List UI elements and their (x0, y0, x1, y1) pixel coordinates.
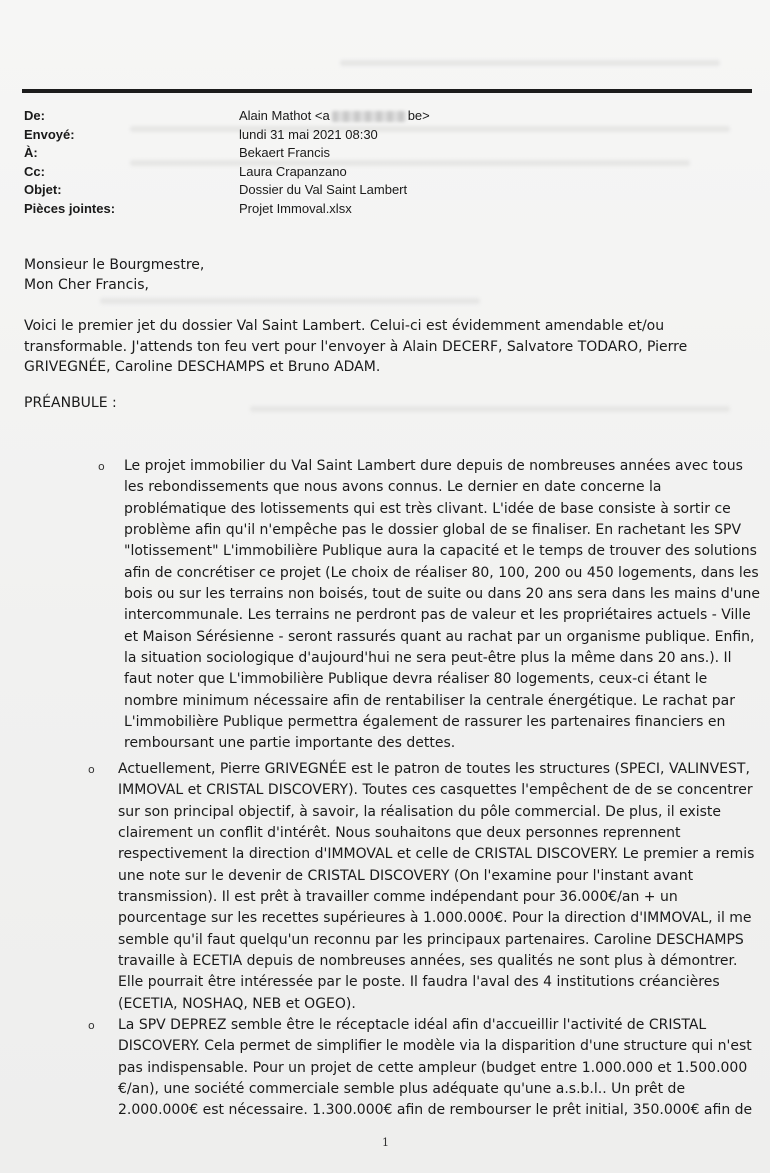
from-email-end: be> (407, 108, 430, 123)
cc-value: Laura Crapanzano (239, 163, 347, 179)
bullet-marker: o (88, 762, 95, 776)
bullet-marker: o (88, 1018, 95, 1032)
email-header (24, 107, 430, 219)
page-number: 1 (382, 1136, 389, 1149)
bleed-through (340, 60, 720, 66)
bullet-marker: o (98, 460, 105, 473)
subject-label: Objet: (24, 182, 62, 198)
bullet-list (88, 456, 760, 1122)
redacted-email (332, 111, 406, 122)
header-cc-row (24, 163, 430, 182)
list-item-text: La SPV DEPREZ semble être le réceptacle idéal afin d'accueillir l'activité de CRISTAL DISCOVERY. Cela permet de simplifier le modèle via la disparition d'une structure qui n'est pas indispensable. Pour un projet de cette ampleur (budget entre 1.000.000 et 1.500.000 €/an), une société commerciale semble plus adéquate qu'une a.s.b.l.. Un prêt de 2.000.000€ est nécessaire. 1.300.000€ afin de rembourser le prêt initial, 350.000€ afin de (118, 1016, 753, 1119)
list-item (88, 456, 760, 755)
attachments-label: Pièces jointes: (24, 200, 116, 216)
subject-value: Dossier du Val Saint Lambert (239, 182, 408, 198)
header-to-row (24, 144, 430, 163)
greeting-line-2: Mon Cher Francis, (24, 277, 150, 293)
greeting (24, 255, 204, 295)
preamble-heading: PRÉANBULE : (24, 395, 117, 411)
intro-paragraph: Voici le premier jet du dossier Val Saint Lambert. Celui-ci est évidemment amendable et/ou transformable. J'attends ton feu vert pour l'envoyer à Alain DECERF, Salvatore TODARO, Pierre GRIVEGNÉE, Caroline DESCHAMPS et Bruno ADAM. (24, 318, 688, 375)
greeting-line-1: Monsieur le Bourgmestre, (24, 257, 205, 273)
header-subject-row (24, 181, 430, 200)
list-item-text: Le projet immobilier du Val Saint Lambert dure depuis de nombreuses années avec tous les rebondissements que nous avons connus. Le dernier en date concerne la problématique des lotissements qui est très clivant. L'idée de base consiste à sortir ce problème afin qu'il n'empêche pas le dossier global de se finaliser. En rachetant les SPV "lotissement" L'immobilière Publique aura la capacité et le temps de trouver des solutions afin de concrétiser ce projet (Le choix de réaliser 80, 100, 200 ou 450 logements, dans les bois ou sur les terrains non boisés, tout de suite ou dans 20 ans sera dans les mains d'une intercommunale. Les terrains ne perdront pas de valeur et les propriétaires actuels - Ville et Maison Sérésienne - seront rassurés quant au rachat par un organisme publique. Enfin, la situation sociologique d'aujourd'hui ne sera peut-être plus la même dans 20 ans.). Il faut noter que L'immobilière Publique devra réaliser 80 logements, ceux-ci étant le nombre minimum nécessaire afin de rentabiliser la centrale énergétique. Le rachat par L'immobilière Publique permettra également de rassurer les partenaires financiers en remboursant une partie importante des dettes. (124, 458, 760, 752)
bleed-through (250, 406, 730, 412)
to-value: Bekaert Francis (239, 145, 331, 161)
attachments-value: Projet Immoval.xlsx (239, 200, 352, 216)
from-name: Alain Mathot <a (239, 108, 330, 123)
header-sent-row (24, 126, 430, 145)
cc-label: Cc: (24, 163, 45, 179)
to-label: À: (24, 145, 38, 161)
list-item-text: Actuellement, Pierre GRIVEGNÉE est le patron de toutes les structures (SPECI, VALINVEST, IMMOVAL et CRISTAL DISCOVERY). Toutes ces casquettes l'empêchent de de se concentrer sur son principal objectif, à savoir, la réalisation du pôle commercial. De plus, il existe clairement un conflit d'intérêt. Nous souhaitons que deux personnes reprennent respectivement la direction d'IMMOVAL et celle de CRISTAL DISCOVERY. Le premier a remis une note sur le devenir de CRISTAL DISCOVERY (On l'examine pour l'instant avant transmission). Il est prêt à travailler comme indépendant pour 36.000€/an + un pourcentage sur les recettes supérieures à 1.000.000€. Pour la direction d'IMMOVAL, il me semble qu'il faut quelqu'un reconnu par les principaux partenaires. Caroline DESCHAMPS travaille à ECETIA depuis de nombreuses années, ses qualités ne sont plus à démontrer. Elle pourrait être intéressée par le poste. Il faudra l'aval des 4 institutions créancières (ECETIA, NOSHAQ, NEB et OGEO). (118, 760, 755, 1012)
list-item (88, 1015, 760, 1122)
from-value (239, 107, 430, 126)
header-from-row (24, 107, 430, 126)
bleed-through (100, 298, 480, 304)
from-label: De: (24, 108, 45, 123)
list-item (88, 759, 760, 1015)
header-rule (22, 89, 752, 93)
sent-value: lundi 31 mai 2021 08:30 (239, 126, 378, 142)
header-attachments-row (24, 200, 430, 219)
sent-label: Envoyé: (24, 126, 75, 142)
